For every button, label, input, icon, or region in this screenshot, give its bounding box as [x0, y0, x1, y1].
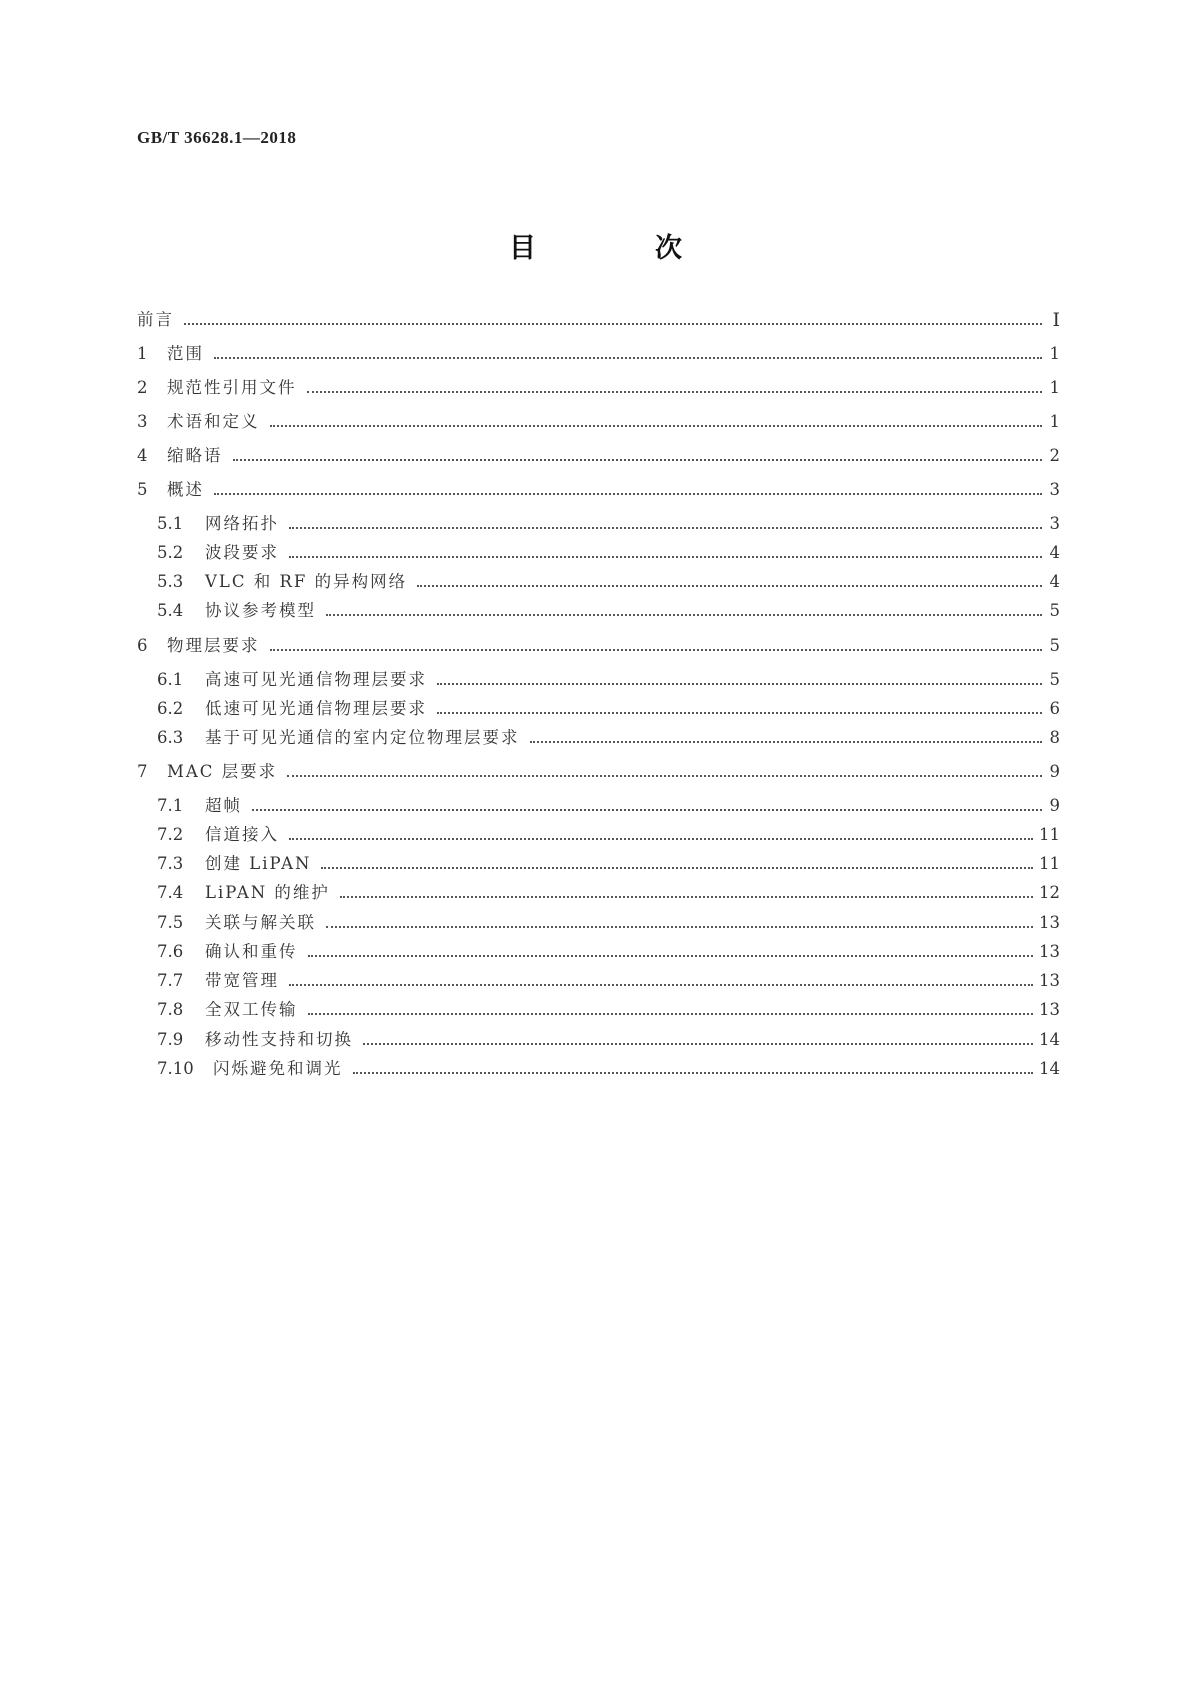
toc-entry-page-number: 4: [1049, 543, 1060, 562]
toc-entry-page-number: 12: [1039, 883, 1060, 902]
dot-leader: [252, 809, 1042, 811]
toc-entry[interactable]: [137, 631, 1060, 657]
toc-entry-title: 基于可见光通信的室内定位物理层要求: [205, 728, 520, 747]
toc-entry-number: 7.7: [157, 971, 184, 990]
dot-leader: [326, 614, 1042, 616]
toc-entry-number: 5.1: [157, 514, 184, 533]
toc-entry-title: 规范性引用文件: [167, 378, 297, 397]
dot-leader: [353, 1072, 1034, 1074]
toc-entry[interactable]: [137, 305, 1060, 331]
page-title: 目 次: [509, 233, 728, 264]
toc-entry-title: 前言: [137, 310, 174, 329]
dot-leader: [289, 556, 1042, 558]
dot-leader: [287, 775, 1042, 777]
dot-leader: [270, 425, 1043, 427]
toc-entry[interactable]: [137, 441, 1060, 467]
toc-entry-number: 7.5: [157, 913, 184, 932]
toc-entry-title: 信道接入: [205, 825, 279, 844]
toc-entry-number: 6.1: [157, 670, 184, 689]
toc-entry-title: 关联与解关联: [205, 913, 316, 932]
toc-entry-title: 网络拓扑: [205, 514, 279, 533]
dot-leader: [289, 838, 1033, 840]
toc-entry-title: 带宽管理: [205, 971, 279, 990]
toc-entry-page-number: 13: [1039, 971, 1060, 990]
toc-entry-page-number: 5: [1049, 670, 1060, 689]
dot-leader: [340, 896, 1033, 898]
toc-entry-number: 5.3: [157, 572, 184, 591]
toc-entry[interactable]: [137, 373, 1060, 399]
toc-entry-page-number: 5: [1049, 601, 1060, 620]
toc-entry[interactable]: [157, 791, 1060, 817]
toc-entry-title: 范围: [167, 344, 204, 363]
toc-entry-page-number: 8: [1049, 728, 1060, 747]
toc-entry-number: 7.9: [157, 1030, 184, 1049]
toc-entry-page-number: 14: [1039, 1059, 1060, 1078]
toc-entry-title: 术语和定义: [167, 412, 260, 431]
toc-entry[interactable]: [157, 966, 1060, 992]
toc-entry[interactable]: [157, 538, 1060, 564]
toc-entry[interactable]: [157, 1025, 1060, 1051]
toc-entry-title: 移动性支持和切换: [205, 1030, 353, 1049]
toc-entry[interactable]: [157, 849, 1060, 875]
toc-entry[interactable]: [137, 757, 1060, 783]
toc-entry-title: 创建 LiPAN: [205, 854, 312, 873]
toc-entry-number: 7.1: [157, 796, 184, 815]
toc-entry-page-number: 3: [1049, 480, 1060, 499]
toc-entry-page-number: 2: [1049, 446, 1060, 465]
toc-entry-page-number: 11: [1039, 825, 1060, 844]
dot-leader: [233, 459, 1043, 461]
toc-entry[interactable]: [157, 937, 1060, 963]
toc-entry-page-number: 6: [1049, 699, 1060, 718]
toc-entry-title: 缩略语: [167, 446, 223, 465]
toc-entry-number: 7.8: [157, 1000, 184, 1019]
dot-leader: [326, 926, 1033, 928]
toc-entry[interactable]: [157, 596, 1060, 622]
toc-entry[interactable]: [157, 820, 1060, 846]
toc-entry-number: 7.3: [157, 854, 184, 873]
toc-entry-number: 5: [137, 480, 148, 499]
toc-entry-number: 7.2: [157, 825, 184, 844]
toc-entry[interactable]: [157, 567, 1060, 593]
toc-entry-page-number: Ⅰ: [1052, 309, 1060, 331]
toc-entry-page-number: 1: [1049, 344, 1060, 363]
toc-entry-page-number: 14: [1039, 1030, 1060, 1049]
toc-entry-number: 6.3: [157, 728, 184, 747]
toc-entry-number: 5.4: [157, 601, 184, 620]
toc-entry-title: 确认和重传: [205, 942, 298, 961]
toc-entry-title: 闪烁避免和调光: [213, 1059, 343, 1078]
toc-entry-number: 6: [137, 636, 148, 655]
toc-entry[interactable]: [157, 908, 1060, 934]
toc-entry-page-number: 13: [1039, 913, 1060, 932]
toc-entry[interactable]: [157, 509, 1060, 535]
dot-leader: [289, 984, 1033, 986]
toc-entry-title: VLC 和 RF 的异构网络: [205, 572, 408, 591]
standard-code: GB/T 36628.1—2018: [137, 128, 297, 147]
toc-entry-title: 概述: [167, 480, 204, 499]
toc-entry[interactable]: [137, 475, 1060, 501]
dot-leader: [270, 649, 1043, 651]
toc-entry-page-number: 4: [1049, 572, 1060, 591]
toc-entry-title: 波段要求: [205, 543, 279, 562]
toc-entry-page-number: 9: [1049, 796, 1060, 815]
dot-leader: [417, 585, 1042, 587]
dot-leader: [437, 712, 1042, 714]
dot-leader: [321, 867, 1033, 869]
toc-entry-title: 协议参考模型: [205, 601, 316, 620]
dot-leader: [308, 955, 1034, 957]
toc-entry-number: 4: [137, 446, 148, 465]
toc-entry-page-number: 13: [1039, 1000, 1060, 1019]
toc-entry-page-number: 1: [1049, 412, 1060, 431]
dot-leader: [530, 741, 1043, 743]
toc-entry-page-number: 9: [1049, 762, 1060, 781]
dot-leader: [437, 683, 1042, 685]
toc-entry-title: MAC 层要求: [167, 762, 278, 781]
dot-leader: [307, 391, 1043, 393]
toc-entry-page-number: 5: [1049, 636, 1060, 655]
toc-entry-title: 低速可见光通信物理层要求: [205, 699, 427, 718]
toc-entry[interactable]: [137, 407, 1060, 433]
dot-leader: [214, 493, 1042, 495]
toc-entry[interactable]: [157, 1054, 1060, 1080]
toc-entry-title: LiPAN 的维护: [205, 883, 330, 902]
toc-entry[interactable]: [137, 339, 1060, 365]
toc-entry-title: 超帧: [205, 796, 242, 815]
toc-entry-number: 7: [137, 762, 148, 781]
toc-entry-page-number: 1: [1049, 378, 1060, 397]
dot-leader: [214, 357, 1042, 359]
toc-entry-title: 物理层要求: [167, 636, 260, 655]
dot-leader: [289, 527, 1042, 529]
toc-entry-number: 1: [137, 344, 148, 363]
toc-entry-number: 6.2: [157, 699, 184, 718]
toc-entry-number: 7.6: [157, 942, 184, 961]
toc-entry-number: 2: [137, 378, 148, 397]
toc-entry-page-number: 3: [1049, 514, 1060, 533]
toc-entry[interactable]: [157, 665, 1060, 691]
toc-entry-number: 7.10: [157, 1059, 194, 1078]
toc-entry-title: 高速可见光通信物理层要求: [205, 670, 427, 689]
toc-entry-number: 3: [137, 412, 148, 431]
toc-entry[interactable]: [157, 723, 1060, 749]
toc-entry-page-number: 11: [1039, 854, 1060, 873]
toc-entry-number: 7.4: [157, 883, 184, 902]
toc-entry-number: 5.2: [157, 543, 184, 562]
toc-entry-page-number: 13: [1039, 942, 1060, 961]
dot-leader: [184, 323, 1042, 325]
toc-entry-title: 全双工传输: [205, 1000, 298, 1019]
toc-entry[interactable]: [157, 995, 1060, 1021]
toc-entry[interactable]: [157, 878, 1060, 904]
toc-entry[interactable]: [157, 694, 1060, 720]
dot-leader: [308, 1013, 1034, 1015]
dot-leader: [363, 1043, 1033, 1045]
